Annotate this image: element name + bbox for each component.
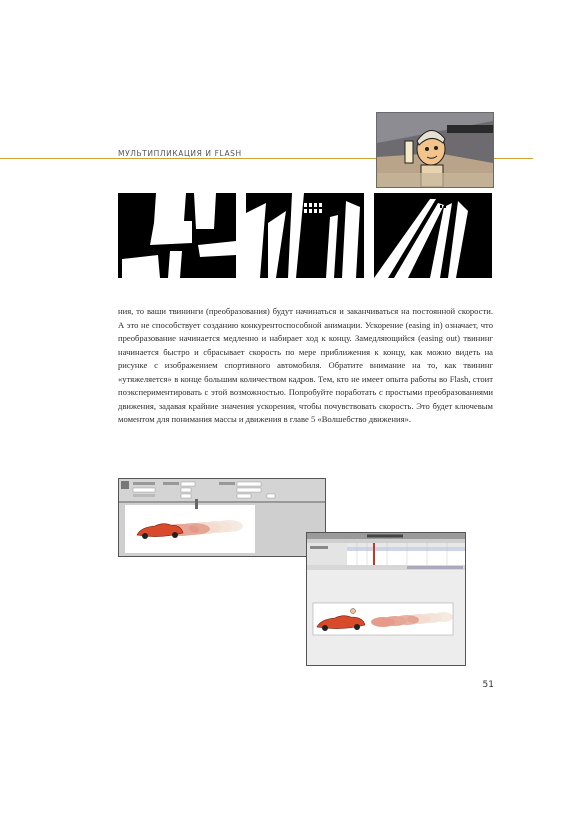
illustration-panel-1 [118, 193, 236, 278]
header-cartoon-illustration [376, 112, 494, 188]
illustration-panel-2 [246, 193, 364, 278]
body-paragraph: ния, то ваши твининги (преобразования) будут начинаться и заканчиваться на постоянной скорости. А это не способствует созданию конкурентоспособной анимации. Ускорение (easing in) означает, что преобразование начинается медленно и набирает ход к концу. Замедляющийся (easing out) твининг начинается быстро и сбрасывает скорость по мере приближения к концу, как можно видеть на рисунке с изображением спортивного автомобиля. Обратите внимание на то, как твининг «утяжеляется» в конце большим количеством кадров. Тем, кто не имеет опыта работы во Flash, стоит поэкспериментировать с этой возможностью. Попробуйте поработать с простыми преобразованиями движения, задавая крайние значения ускорения, чтобы почувствовать скорость. Это будет ключевым моментом для понимания массы и движения в главе 5 «Волшебство движения». [118, 306, 493, 424]
illustration-panel-3 [374, 193, 492, 278]
flash-properties-screenshot [118, 478, 326, 557]
chapter-running-header: МУЛЬТИПЛИКАЦИЯ И FLASH [118, 149, 242, 158]
page-number: 51 [482, 680, 494, 690]
flash-timeline-screenshot [306, 532, 466, 666]
